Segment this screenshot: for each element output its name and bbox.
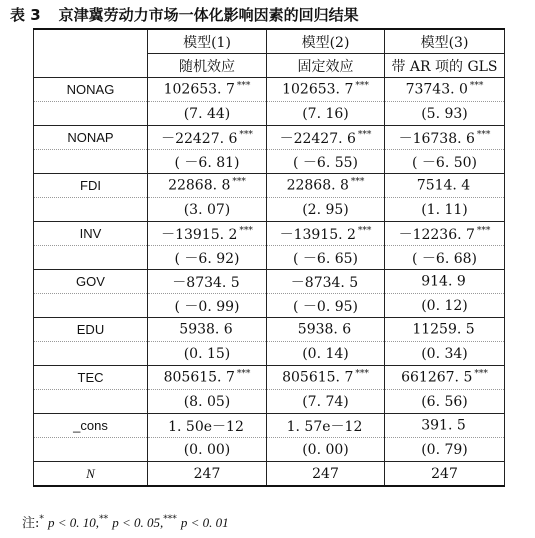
coefficient-cell-text: 1. 57e－12	[286, 418, 363, 435]
coefficient-cell	[148, 174, 267, 198]
t-stat-cell-text: (0. 14)	[302, 345, 349, 362]
t-stat-row	[34, 294, 505, 318]
header-model-3: 模型(3)	[385, 29, 505, 54]
coefficient-cell-text: 73743. 0	[405, 81, 468, 98]
coefficient-cell	[267, 270, 385, 294]
t-stat-cell-text: (1. 11)	[421, 201, 468, 218]
variable-name-text: TEC	[77, 370, 104, 385]
coefficient-cell-text: 102653. 7	[163, 81, 235, 98]
observations-cell	[267, 462, 385, 487]
variable-name-text: NONAP	[67, 130, 114, 145]
significance-stars: ***	[239, 129, 253, 140]
coef-row	[34, 366, 505, 390]
coefficient-cell-text: 661267. 5	[401, 369, 473, 386]
coefficient-cell-text: 102653. 7	[282, 81, 354, 98]
observations-row	[34, 462, 505, 487]
table-title: 京津冀劳动力市场一体化影响因素的回归结果	[58, 6, 359, 24]
variable-name-lower	[34, 246, 148, 270]
coefficient-cell	[385, 222, 505, 246]
table-number: 表 3	[10, 6, 41, 24]
t-stat-cell	[148, 438, 267, 462]
variable-name-lower	[34, 342, 148, 366]
t-stat-cell	[267, 246, 385, 270]
significance-stars: ***	[236, 81, 251, 92]
coefficient-cell	[267, 126, 385, 150]
variable-name-text: NONAG	[66, 82, 115, 97]
coefficient-cell	[385, 78, 505, 102]
t-stat-cell-text: ( －6. 55)	[293, 154, 358, 171]
coefficient-cell-text: 391. 5	[421, 417, 466, 434]
t-stat-cell	[385, 294, 505, 318]
t-stat-cell-text: (8. 05)	[183, 393, 231, 410]
t-stat-cell	[148, 102, 267, 126]
t-stat-cell	[148, 390, 267, 414]
coefficient-cell-text: －22427. 6	[161, 130, 238, 147]
coefficient-cell	[148, 270, 267, 294]
observations-cell-text: 247	[312, 465, 339, 482]
coefficient-cell	[385, 366, 505, 390]
coefficient-cell	[148, 222, 267, 246]
significance-stars: ***	[357, 225, 372, 236]
significance-stars: ***	[232, 177, 246, 188]
coefficient-cell-text: －8734. 5	[172, 274, 240, 291]
coefficient-cell	[385, 126, 505, 150]
note-star-1: *	[39, 514, 44, 525]
coefficient-cell-text: －16738. 6	[398, 130, 475, 147]
t-stat-cell-text: ( －6. 92)	[174, 250, 240, 267]
coef-row	[34, 270, 505, 294]
coefficient-cell-text: 7514. 4	[416, 177, 471, 194]
coefficient-cell	[385, 174, 505, 198]
significance-stars: ***	[476, 225, 491, 236]
variable-name-lower	[34, 438, 148, 462]
regression-table	[33, 28, 505, 487]
coefficient-cell	[148, 414, 267, 438]
coefficient-cell	[267, 222, 385, 246]
t-stat-row	[34, 438, 505, 462]
variable-name	[34, 126, 148, 150]
t-stat-cell-text: (5. 93)	[421, 105, 468, 122]
coefficient-cell-text: －12236. 7	[398, 226, 475, 243]
t-stat-cell	[385, 438, 505, 462]
coef-row	[34, 174, 505, 198]
coefficient-cell	[148, 366, 267, 390]
t-stat-cell	[267, 102, 385, 126]
coefficient-cell	[148, 126, 267, 150]
coefficient-cell-text: 805615. 7	[282, 369, 354, 386]
variable-name	[34, 318, 148, 342]
header-model-2: 模型(2)	[267, 29, 385, 54]
t-stat-cell	[385, 246, 505, 270]
t-stat-cell	[148, 294, 267, 318]
coefficient-cell	[267, 78, 385, 102]
coefficient-cell-text: 1. 50e－12	[168, 418, 244, 435]
note-star-3: ***	[163, 514, 177, 525]
t-stat-cell	[267, 390, 385, 414]
t-stat-cell	[148, 198, 267, 222]
variable-name	[34, 78, 148, 102]
t-stat-cell-text: (7. 16)	[302, 105, 349, 122]
t-stat-row	[34, 102, 505, 126]
header-method-2: 固定效应	[267, 54, 385, 78]
t-stat-cell-text: (0. 00)	[183, 441, 231, 458]
t-stat-cell	[385, 198, 505, 222]
coefficient-cell-text: －8734. 5	[290, 274, 359, 291]
coefficient-cell-text: 22868. 8	[286, 177, 349, 194]
variable-name	[34, 366, 148, 390]
observations-label	[34, 462, 148, 487]
significance-stars: ***	[239, 225, 253, 236]
t-stat-cell	[148, 342, 267, 366]
coefficient-cell-text: －13915. 2	[279, 226, 356, 243]
coefficient-cell	[385, 318, 505, 342]
variable-name-lower	[34, 294, 148, 318]
variable-name	[34, 414, 148, 438]
note-p-2: p < 0. 05,	[112, 515, 164, 530]
coefficient-cell-text: 5938. 6	[179, 321, 233, 338]
variable-name-text: INV	[79, 226, 102, 241]
table-caption	[10, 4, 525, 25]
coefficient-cell	[267, 414, 385, 438]
t-stat-cell-text: (7. 74)	[302, 393, 349, 410]
coef-row	[34, 78, 505, 102]
t-stat-cell	[385, 150, 505, 174]
coefficient-cell-text: －13915. 2	[161, 226, 238, 243]
variable-name	[34, 174, 148, 198]
t-stat-cell-text: ( －0. 95)	[293, 298, 358, 315]
t-stat-cell-text: (0. 00)	[302, 441, 349, 458]
t-stat-row	[34, 342, 505, 366]
note-p-3: p < 0. 01	[180, 515, 229, 530]
coefficient-cell-text: 22868. 8	[168, 177, 231, 194]
coefficient-cell	[385, 414, 505, 438]
t-stat-cell-text: ( －6. 50)	[412, 154, 477, 171]
t-stat-cell-text: ( －6. 68)	[412, 250, 477, 267]
coef-row	[34, 414, 505, 438]
note-star-2: **	[99, 514, 109, 525]
variable-name-lower	[34, 150, 148, 174]
coefficient-cell	[148, 78, 267, 102]
observations-cell-text: 247	[193, 465, 221, 482]
coef-row	[34, 222, 505, 246]
t-stat-cell	[385, 102, 505, 126]
variable-name-lower	[34, 390, 148, 414]
variable-name-lower	[34, 198, 148, 222]
t-stat-row	[34, 150, 505, 174]
coefficient-cell	[385, 270, 505, 294]
significance-stars: ***	[469, 81, 484, 92]
t-stat-cell-text: ( －6. 81)	[174, 154, 240, 171]
t-stat-cell-text: ( －6. 65)	[293, 250, 358, 267]
header-method-1: 随机效应	[148, 54, 267, 78]
t-stat-cell-text: (0. 15)	[183, 345, 231, 362]
coef-row	[34, 126, 505, 150]
significance-stars: ***	[474, 369, 488, 380]
t-stat-cell	[148, 246, 267, 270]
coefficient-cell	[267, 366, 385, 390]
table-note	[22, 512, 229, 531]
t-stat-cell-text: (0. 34)	[421, 345, 468, 362]
coef-row	[34, 318, 505, 342]
significance-stars: ***	[476, 129, 491, 140]
coefficient-cell-text: 5938. 6	[297, 321, 352, 338]
t-stat-cell	[385, 342, 505, 366]
observations-cell	[148, 462, 267, 487]
header-model-1: 模型(1)	[148, 29, 267, 54]
t-stat-cell	[267, 198, 385, 222]
variable-name	[34, 270, 148, 294]
coefficient-cell-text: 805615. 7	[163, 369, 235, 386]
significance-stars: ***	[357, 129, 372, 140]
variable-name-text: FDI	[80, 178, 101, 193]
t-stat-cell	[267, 342, 385, 366]
t-stat-cell-text: (7. 44)	[183, 105, 231, 122]
note-p-1: p < 0. 10,	[48, 515, 100, 530]
t-stat-cell	[385, 390, 505, 414]
t-stat-row	[34, 390, 505, 414]
coefficient-cell	[148, 318, 267, 342]
observations-cell	[385, 462, 505, 487]
significance-stars: ***	[236, 369, 251, 380]
header-corner	[34, 29, 148, 54]
header-method-3: 带 AR 项的 GLS	[385, 54, 505, 78]
significance-stars: ***	[355, 81, 369, 92]
t-stat-cell-text: (2. 95)	[302, 201, 349, 218]
coefficient-cell-text: 914. 9	[421, 273, 466, 290]
variable-name-text: EDU	[76, 322, 105, 337]
t-stat-cell-text: (6. 56)	[421, 393, 468, 410]
note-prefix: 注:	[22, 516, 40, 531]
t-stat-row	[34, 246, 505, 270]
coefficient-cell-text: 11259. 5	[412, 321, 475, 338]
observations-label-text: N	[86, 465, 95, 481]
header-corner-lower	[34, 54, 148, 78]
variable-name-lower	[34, 102, 148, 126]
t-stat-cell	[267, 438, 385, 462]
coefficient-cell	[267, 174, 385, 198]
t-stat-cell-text: (0. 12)	[421, 297, 468, 314]
variable-name-text: _cons	[73, 418, 108, 433]
coefficient-cell-text: －22427. 6	[279, 130, 356, 147]
t-stat-cell	[148, 150, 267, 174]
observations-cell-text: 247	[431, 465, 458, 482]
t-stat-cell	[267, 294, 385, 318]
t-stat-cell	[267, 150, 385, 174]
significance-stars: ***	[350, 177, 365, 188]
coefficient-cell	[267, 318, 385, 342]
t-stat-cell-text: (3. 07)	[183, 201, 231, 218]
variable-name	[34, 222, 148, 246]
t-stat-cell-text: (0. 79)	[421, 441, 468, 458]
significance-stars: ***	[355, 369, 369, 380]
t-stat-cell-text: ( －0. 99)	[174, 298, 240, 315]
t-stat-row	[34, 198, 505, 222]
variable-name-text: GOV	[76, 274, 105, 289]
